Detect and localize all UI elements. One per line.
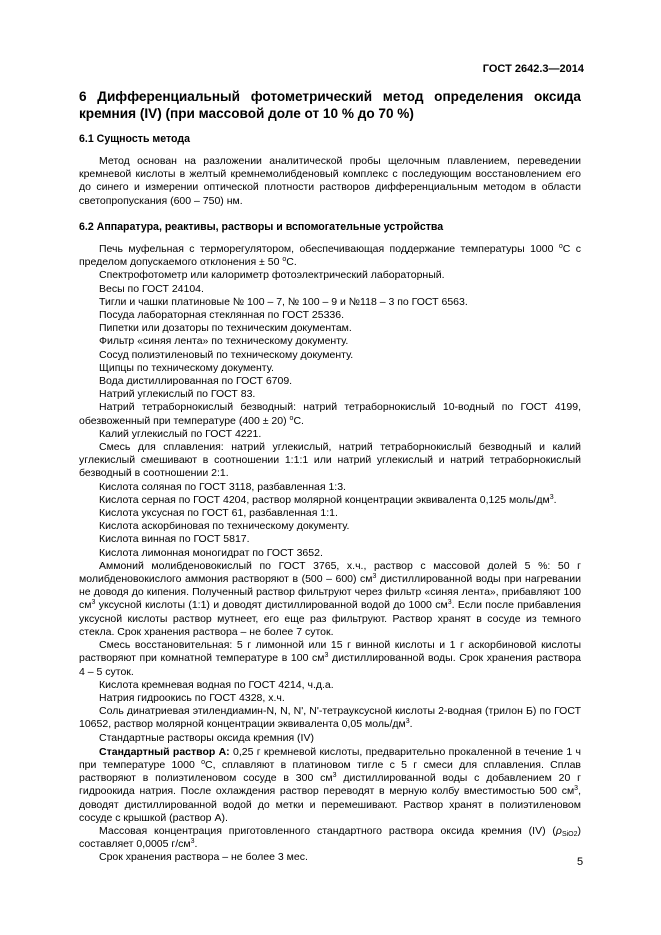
standard-solution-a-label: Стандартный раствор А: [99,745,230,758]
section-6-title: 6 Дифференциальный фотометрический метод определения оксида кремния (IV) (при массовой доле от 10 % до 70 %) [79,89,581,121]
list-item: Пипетки или дозаторы по техническим документам. [99,322,352,335]
list-item: Массовая концентрация приготовленного стандартного раствора оксида кремния (IV) $(\rho_{SiO2})$ составляет 0,0005 $г/см^3$. [79,824,581,851]
list-item: Срок хранения раствора – не более 3 мес. [99,851,308,864]
paragraph: Метод основан на разложении аналитической пробы щелочным плавлением, переведении кремневой кислоты в желтый кремнемолибденовый комплекс с последующим восстановлением его до синего и измерении оптической плотности растворов дифференциальным методом в области светопропускания (600 – 750) нм. [79,155,581,207]
list-item: Вода дистиллированная по ГОСТ 6709. [99,375,293,388]
list-item: Натрий тетраборнокислый безводный: натрий тетраборнокислый 10-водный по ГОСТ 4199, обезвоженный при температуре (400 ± 20) $^o$С. [79,401,581,427]
list-item: Печь муфельная с терморегулятором, обеспечивающая поддержание температуры 1000 $^o$С с пределом допускаемого отклонения ± 50 $^o$С. [79,243,581,269]
list-item: Натрий углекислый по ГОСТ 83. [99,388,256,401]
list-item: Кислота кремневая водная по ГОСТ 4214, ч.д.а. [99,678,334,691]
list-item: Кислота серная по ГОСТ 4204, раствор молярной концентрации эквивалента 0,125 моль/$дм^3$. [99,493,557,506]
list-item: Натрия гидроокись по ГОСТ 4328, х.ч. [99,691,285,704]
equipment-list [79,243,581,865]
subsection-6-1-heading: 6.1 Сущность метода [79,133,191,145]
list-item: Весы по ГОСТ 24104. [99,282,204,295]
list-item: Фильтр «синяя лента» по техническому документу. [99,335,349,348]
list-item: Стандартный раствор А: 0,25 г кремневой кислоты, предварительно прокаленной в течение 1 ч при температуре 1000 $^o$С, сплавляют в платиновом тигле с 5 г смеси для сплавления. Сплав растворяют в полиэтиленовом сосуде в 300 $см^3$ дистиллированной воды с добавлением 20 г гидроокида натрия. После охлаждения раствор переводят в мерную колбу вместимостью 500 $см^3$, доводят дистиллированной водой до метки и перемешивают. Раствор хранят в полиэтиленовом сосуде с крышкой (раствор А). [79,745,581,824]
list-item: Кислота уксусная по ГОСТ 61, разбавленная 1:1. [99,507,338,520]
list-item: Кислота винная по ГОСТ 5817. [99,533,250,546]
list-item: Щипцы по техническому документу. [99,361,274,374]
list-item: Спектрофотометр или калориметр фотоэлектрический лабораторный. [99,269,445,282]
list-item: Кислота аскорбиновая по техническому документу. [99,520,350,533]
list-item: Стандартные растворы оксида кремния (IV) [99,731,314,744]
subsection-6-1-text [79,155,581,208]
list-item: Соль динатриевая этилендиамин-N, N, N', N'-тетрауксусной кислоты 2-водная (трилон Б) по ГОСТ 10652, раствор молярной концентрации эквивалента 0,05 моль/$дм^3$. [79,705,581,731]
list-item: Посуда лабораторная стеклянная по ГОСТ 25336. [99,309,345,322]
list-item: Аммоний молибденовокислый по ГОСТ 3765, х.ч., раствор с массовой долей 5 %: 50 г молибденовокислого аммония растворяют в (500 – 600) $см^3$ дистиллированной воды при нагревании не доводя до кипения. Полученный раствор фильтруют через фильтр «синяя лента», прибавляют 100 $см^3$ уксусной кислоты (1:1) и доводят дистиллированной водой до 1000 $см^3$. Если после прибавления уксусной кислоты раствор мутнеет, его еще раз фильтруют. Раствор хранят в сосуде из темного стекла. Срок хранения раствора – не более 7 суток. [79,559,581,638]
document-header: ГОСТ 2642.3—2014 [482,63,584,75]
page-number: 5 [577,856,584,868]
subsection-6-2-heading: 6.2 Аппаратура, реактивы, растворы и вспомогательные устройства [79,221,444,233]
list-item: Калий углекислый по ГОСТ 4221. [99,427,262,440]
list-item: Смесь восстановительная: 5 г лимонной или 15 г винной кислоты и 1 г аскорбиновой кислоты растворяют при комнатной температуре в 100 $см^3$ дистиллированной воды. Срок хранения раствора 4 – 5 суток. [79,639,581,678]
list-item: Кислота лимонная моногидрат по ГОСТ 3652. [99,546,323,559]
list-item: Сосуд полиэтиленовый по техническому документу. [99,348,354,361]
list-item: Тигли и чашки платиновые № 100 – 7, № 100 – 9 и №118 – 3 по ГОСТ 6563. [99,295,468,308]
list-item: Кислота соляная по ГОСТ 3118, разбавленная 1:3. [99,480,346,493]
list-item: Смесь для сплавления: натрий углекислый, натрий тетраборнокислый безводный и калий углекислый смешивают в соотношении 1:1:1 или натрий углекислый и натрий тетраборнокислый безводный в соотношении 2:1. [79,441,581,480]
